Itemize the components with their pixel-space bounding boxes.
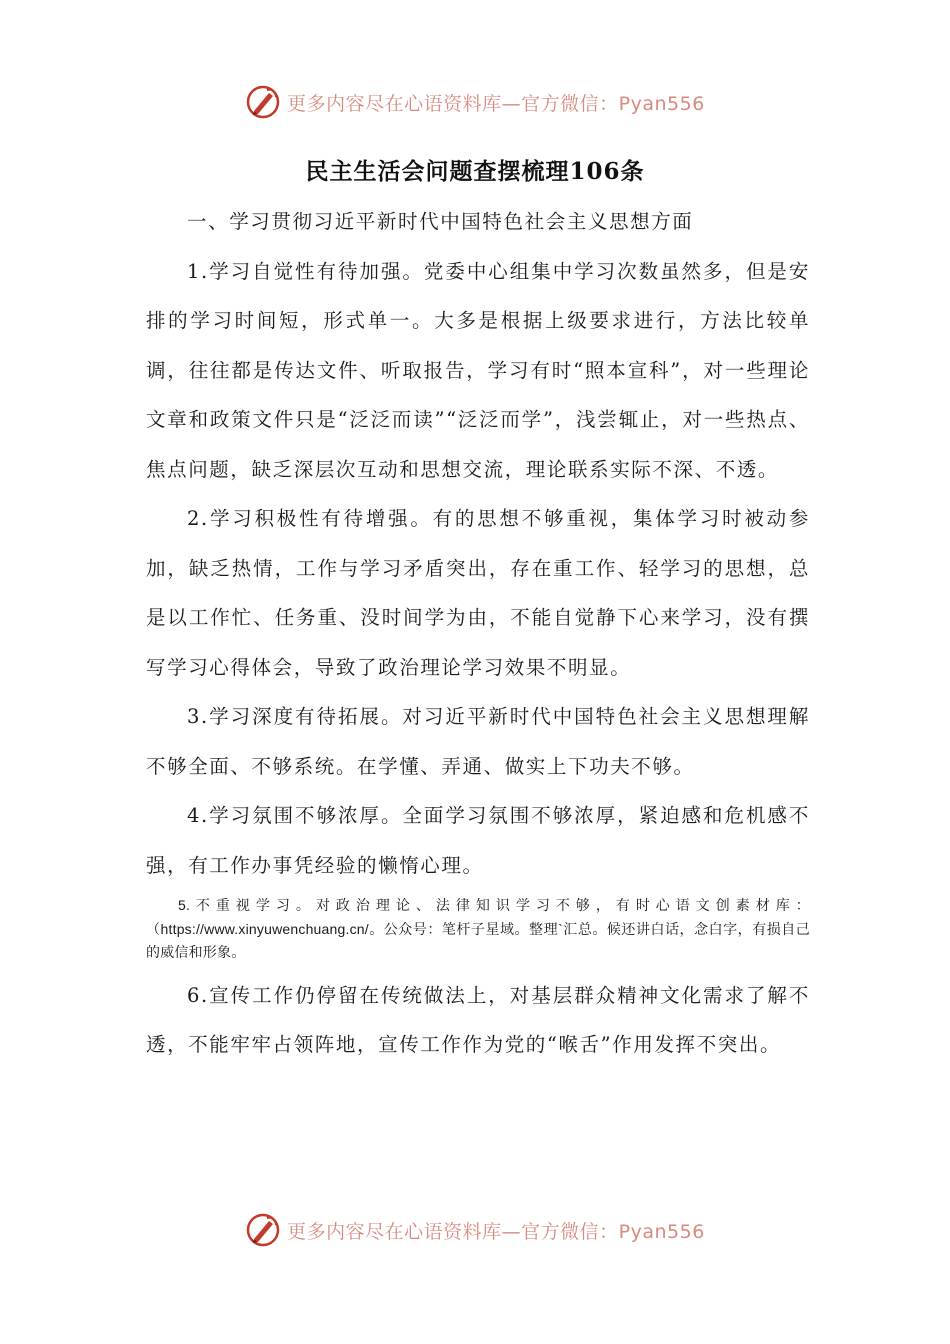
- section-heading: 一、学习贯彻习近平新时代中国特色社会主义思想方面: [187, 210, 694, 233]
- document-title: 民主生活会问题查摆梳理106条: [305, 158, 645, 185]
- paragraph-6: 6.宣传工作仍停留在传统做法上，对基层群众精神文化需求了解不透，不能牢牢占领阵地，宣传工作作为党的“喉舌”作用发挥不突出。: [146, 983, 810, 1056]
- paragraph-4: 4.学习氛围不够浓厚。全面学习氛围不够浓厚，紧迫感和危机感不强，有工作办事凭经验的懒惰心理。: [146, 804, 810, 877]
- pen-circle-icon: [245, 84, 281, 120]
- watermark-text: 更多内容尽在心语资料库—官方微信：Pyan556: [287, 92, 705, 115]
- watermark-text: 更多内容尽在心语资料库—官方微信：Pyan556: [287, 1220, 705, 1243]
- paragraph-2: 2.学习积极性有待增强。有的思想不够重视，集体学习时被动参加，缺乏热情，工作与学习矛盾突出，存在重工作、轻学习的思想，总是以工作忙、任务重、没时间学为由，不能自觉静下心来学习，没有撰写学习心得体会，导致了政治理论学习效果不明显。: [146, 507, 810, 679]
- document-body: [146, 197, 810, 1070]
- paragraph-3: 3.学习深度有待拓展。对习近平新时代中国特色社会主义思想理解不够全面、不够系统。在学懂、弄通、做实上下功夫不够。: [146, 705, 810, 778]
- pen-circle-icon: [245, 1212, 281, 1248]
- paragraph-1: 1.学习自觉性有待加强。党委中心组集中学习次数虽然多，但是安排的学习时间短，形式单一。大多是根据上级要求进行，方法比较单调，往往都是传达文件、听取报告，学习有时“照本宣科”，对一些理论文章和政策文件只是“泛泛而读”“泛泛而学”，浅尝辄止，对一些热点、焦点问题，缺乏深层次互动和思想交流，理论联系实际不深、不透。: [146, 259, 810, 481]
- header-watermark: [0, 80, 950, 124]
- footer-watermark: [0, 1208, 950, 1252]
- paragraph-5: 5.不重视学习。对政治理论、法律知识学习不够，有时心语文创素材库：（https://www.xinyuwenchuang.cn/。公众号：笔杆子星域。整理`汇总。候还讲白话，念白字，有损自己的威信和形象。: [146, 897, 810, 960]
